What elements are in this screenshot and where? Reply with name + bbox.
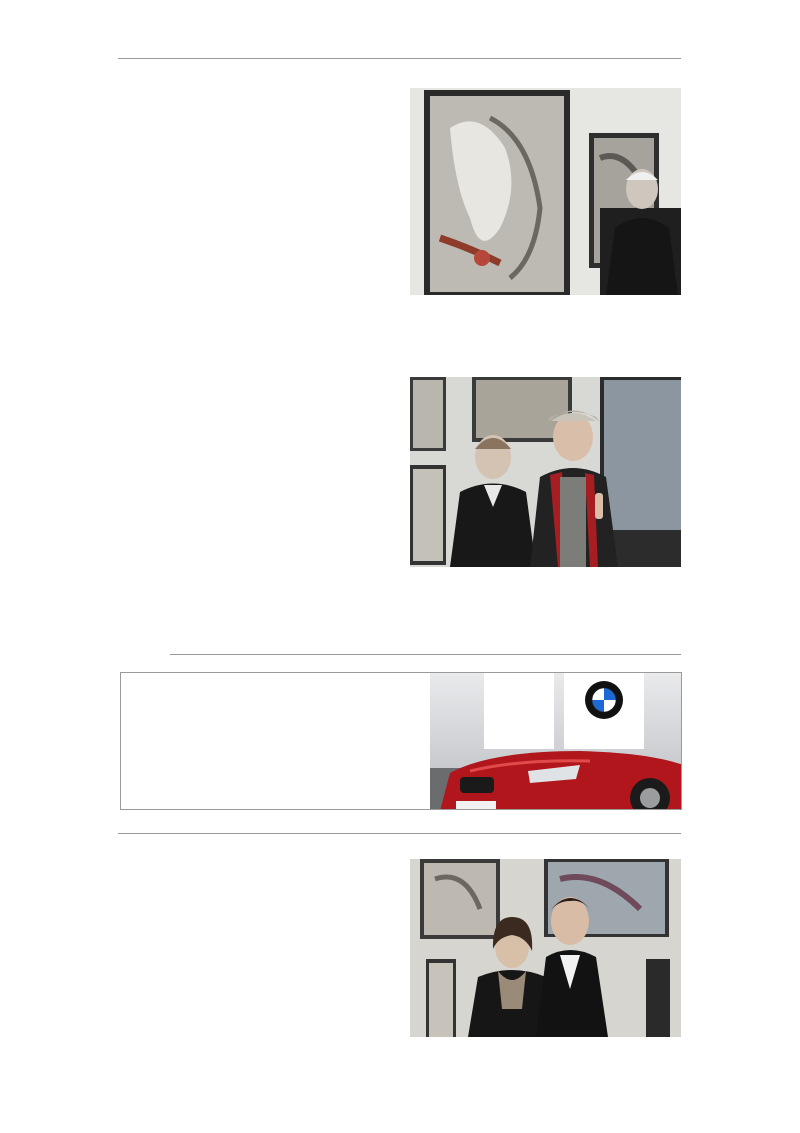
masthead-rule: [118, 58, 681, 59]
ad-bottom-rule: [118, 833, 681, 834]
photo-gabriele-and-otto: [410, 377, 681, 567]
photo-armin-mueller-stahl: [410, 88, 681, 295]
ad-label-rule: [170, 654, 681, 655]
ad-logo-card: [564, 673, 644, 749]
bmw-car-image: [430, 673, 682, 810]
bmw-logo-icon: [585, 681, 623, 719]
ad-contact-card: [484, 673, 554, 749]
bmw-advertisement[interactable]: [120, 672, 682, 810]
photo-walentowski: [410, 859, 681, 1037]
